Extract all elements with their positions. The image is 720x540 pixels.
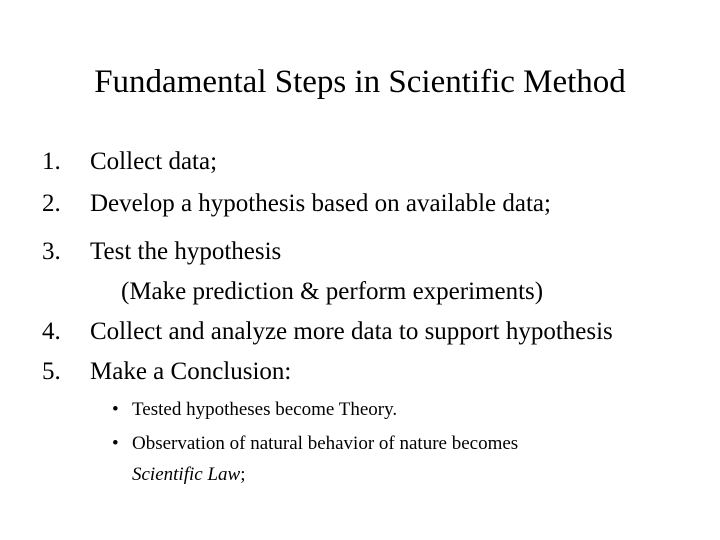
bullet-2-tail: ; bbox=[240, 464, 246, 485]
step-text: Develop a hypothesis based on available data; bbox=[90, 190, 551, 217]
step-3 bbox=[42, 236, 281, 268]
step-number: 3. bbox=[42, 238, 61, 265]
scientific-law-term: Scientific Law bbox=[132, 464, 241, 485]
bullet-text: Tested hypotheses become Theory. bbox=[132, 399, 398, 420]
bullet-text: Observation of natural behavior of nature becomes bbox=[132, 433, 519, 454]
bullet-2-continuation bbox=[132, 463, 245, 487]
bullet-2 bbox=[112, 432, 518, 456]
step-text: Collect data; bbox=[90, 148, 218, 175]
step-number: 1. bbox=[42, 148, 61, 175]
bullet-1 bbox=[112, 398, 397, 422]
step-1 bbox=[42, 146, 217, 178]
slide-title: Fundamental Steps in Scientific Method bbox=[94, 64, 626, 100]
step-3-continuation: (Make prediction & perform experiments) bbox=[121, 278, 544, 305]
step-2 bbox=[42, 188, 551, 220]
bullet-marker: • bbox=[112, 399, 119, 420]
step-number: 5. bbox=[42, 358, 61, 385]
step-5 bbox=[42, 356, 291, 388]
step-text: Collect and analyze more data to support hypothesis bbox=[90, 318, 613, 345]
step-text: Test the hypothesis bbox=[90, 238, 282, 265]
step-4 bbox=[42, 316, 613, 348]
step-number: 4. bbox=[42, 318, 61, 345]
step-number: 2. bbox=[42, 190, 61, 217]
step-text: Make a Conclusion: bbox=[90, 358, 292, 385]
bullet-marker: • bbox=[112, 433, 119, 454]
